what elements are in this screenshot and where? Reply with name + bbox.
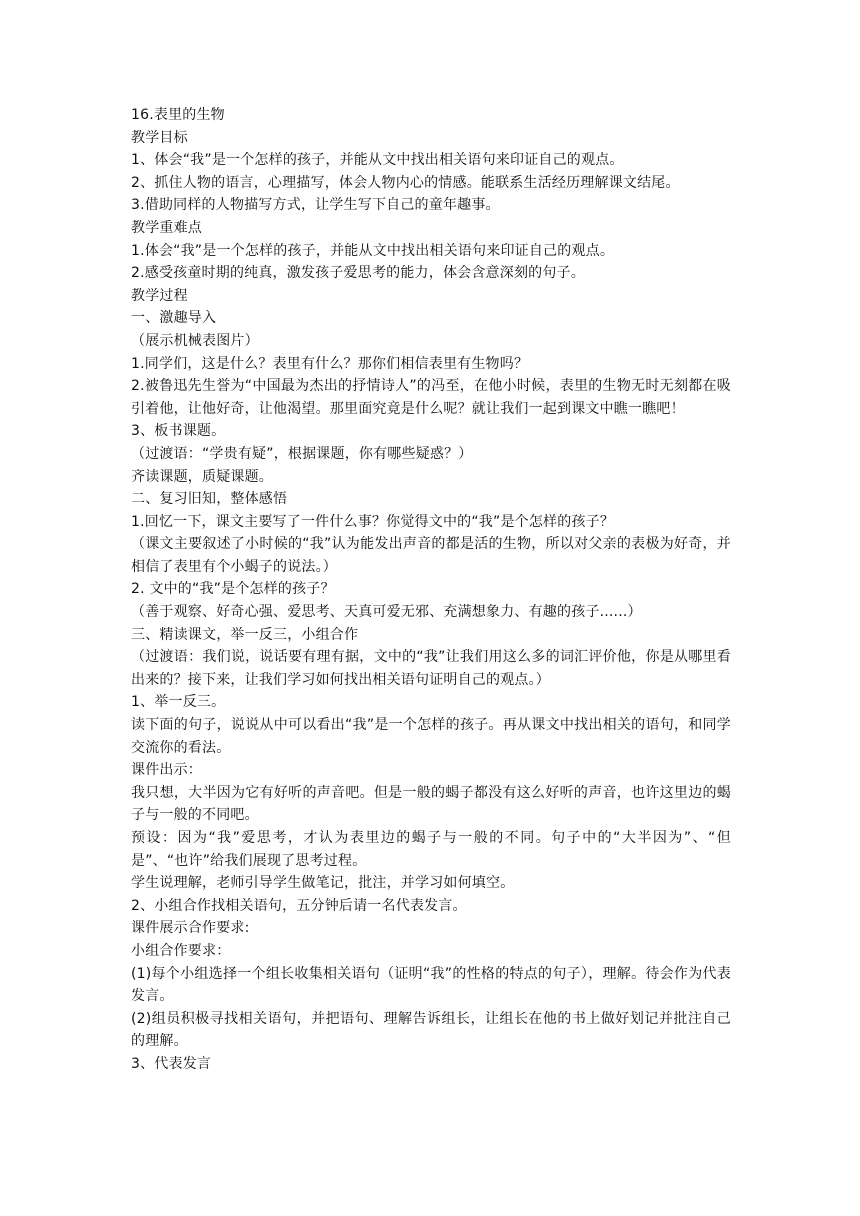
paragraph: 1.回忆一下，课文主要写了一件什么事？你觉得文中的“我”是个怎样的孩子？ bbox=[131, 513, 615, 530]
paragraph: 课件出示： bbox=[131, 762, 202, 779]
paragraph: 课件展示合作要求: bbox=[131, 920, 250, 937]
paragraph: 齐读课题，质疑课题。 bbox=[131, 468, 273, 485]
part-1-heading: 一、激趣导入 bbox=[131, 310, 217, 327]
paragraph: （课文主要叙述了小时候的“我”认为能发出声音的都是活的生物，所以对父亲的表极为好奇，并相信了表里有个小蝎子的说法。） bbox=[131, 536, 731, 575]
section-heading-process: 教学过程 bbox=[131, 287, 188, 304]
lesson-title: 16.表里的生物 bbox=[131, 107, 225, 123]
section-heading-objectives: 教学目标 bbox=[131, 129, 188, 146]
paragraph: 3、板书课题。 bbox=[131, 423, 226, 440]
paragraph: 读下面的句子，说说从中可以看出“我”是一个怎样的孩子。再从课文中找出相关的语句，和同学交流你的看法。 bbox=[131, 717, 731, 756]
section-heading-key-points: 教学重难点 bbox=[131, 219, 202, 236]
paragraph: （展示机械表图片） bbox=[131, 332, 259, 349]
paragraph: 2、小组合作找相关语句，五分钟后请一名代表发言。 bbox=[131, 897, 467, 914]
paragraph: 小组合作要求： bbox=[131, 942, 231, 959]
paragraph: 1.同学们，这是什么？表里有什么？那你们相信表里有生物吗？ bbox=[131, 355, 529, 372]
objective-1: 1、体会“我”是一个怎样的孩子，并能从文中找出相关语句来印证自己的观点。 bbox=[131, 152, 624, 169]
paragraph: （过渡语：我们说，说话要有理有据，文中的“我”让我们用这么多的词汇评价他，你是从哪里看出来的？接下来，让我们学习如何找出相关语句证明自己的观点。） bbox=[131, 649, 731, 688]
paragraph: （过渡语：“学贵有疑”，根据课题，你有哪些疑惑？） bbox=[131, 445, 473, 462]
document-page bbox=[131, 104, 731, 1076]
key-point-1: 1.体会“我”是一个怎样的孩子，并能从文中找出相关语句来印证自己的观点。 bbox=[131, 242, 615, 259]
paragraph: 我只想，大半因为它有好听的声音吧。但是一般的蝎子都没有这么好听的声音，也许这里边的蝎子与一般的不同吧。 bbox=[131, 784, 731, 824]
key-point-2: 2.感受孩童时期的纯真，激发孩子爱思考的能力，体会含意深刻的句子。 bbox=[131, 265, 585, 282]
objective-2: 2、抓住人物的语言，心理描写，体会人物内心的情感。能联系生活经历理解课文结尾。 bbox=[131, 174, 680, 191]
part-2-heading: 二、复习旧知，整体感悟 bbox=[131, 491, 288, 508]
part-3-heading: 三、精读课文，举一反三，小组合作 bbox=[131, 626, 359, 643]
paragraph: 2. 文中的“我”是个怎样的孩子？ bbox=[131, 581, 335, 598]
paragraph: （善于观察、好奇心强、爱思考、天真可爱无邪、充满想象力、有趣的孩子......） bbox=[131, 604, 642, 621]
paragraph: (1)每个小组选择一个组长收集相关语句（证明“我”的性格的特点的句子），理解。待会作为代表发言。 bbox=[131, 965, 731, 1005]
paragraph: 1、举一反三。 bbox=[131, 694, 226, 711]
objective-3: 3.借助同样的人物描写方式，让学生写下自己的童年趣事。 bbox=[131, 197, 500, 214]
paragraph: 3、代表发言 bbox=[131, 1055, 212, 1072]
paragraph: 学生说理解，老师引导学生做笔记，批注，并学习如何填空。 bbox=[131, 875, 515, 892]
paragraph: 2.被鲁迅先生誉为“中国最为杰出的抒情诗人”的冯至，在他小时候，表里的生物无时无刻都在吸引着他，让他好奇，让他渴望。那里面究竟是什么呢？就让我们一起到课文中瞧一瞧吧！ bbox=[131, 378, 731, 417]
paragraph: 预设：因为“我”爱思考，才认为表里边的蝎子与一般的不同。句子中的“大半因为”、“但是”、“也许”给我们展现了思考过程。 bbox=[131, 830, 731, 869]
paragraph: (2)组员积极寻找相关语句，并把语句、理解告诉组长，让组长在他的书上做好划记并批注自己的理解。 bbox=[131, 1010, 731, 1050]
